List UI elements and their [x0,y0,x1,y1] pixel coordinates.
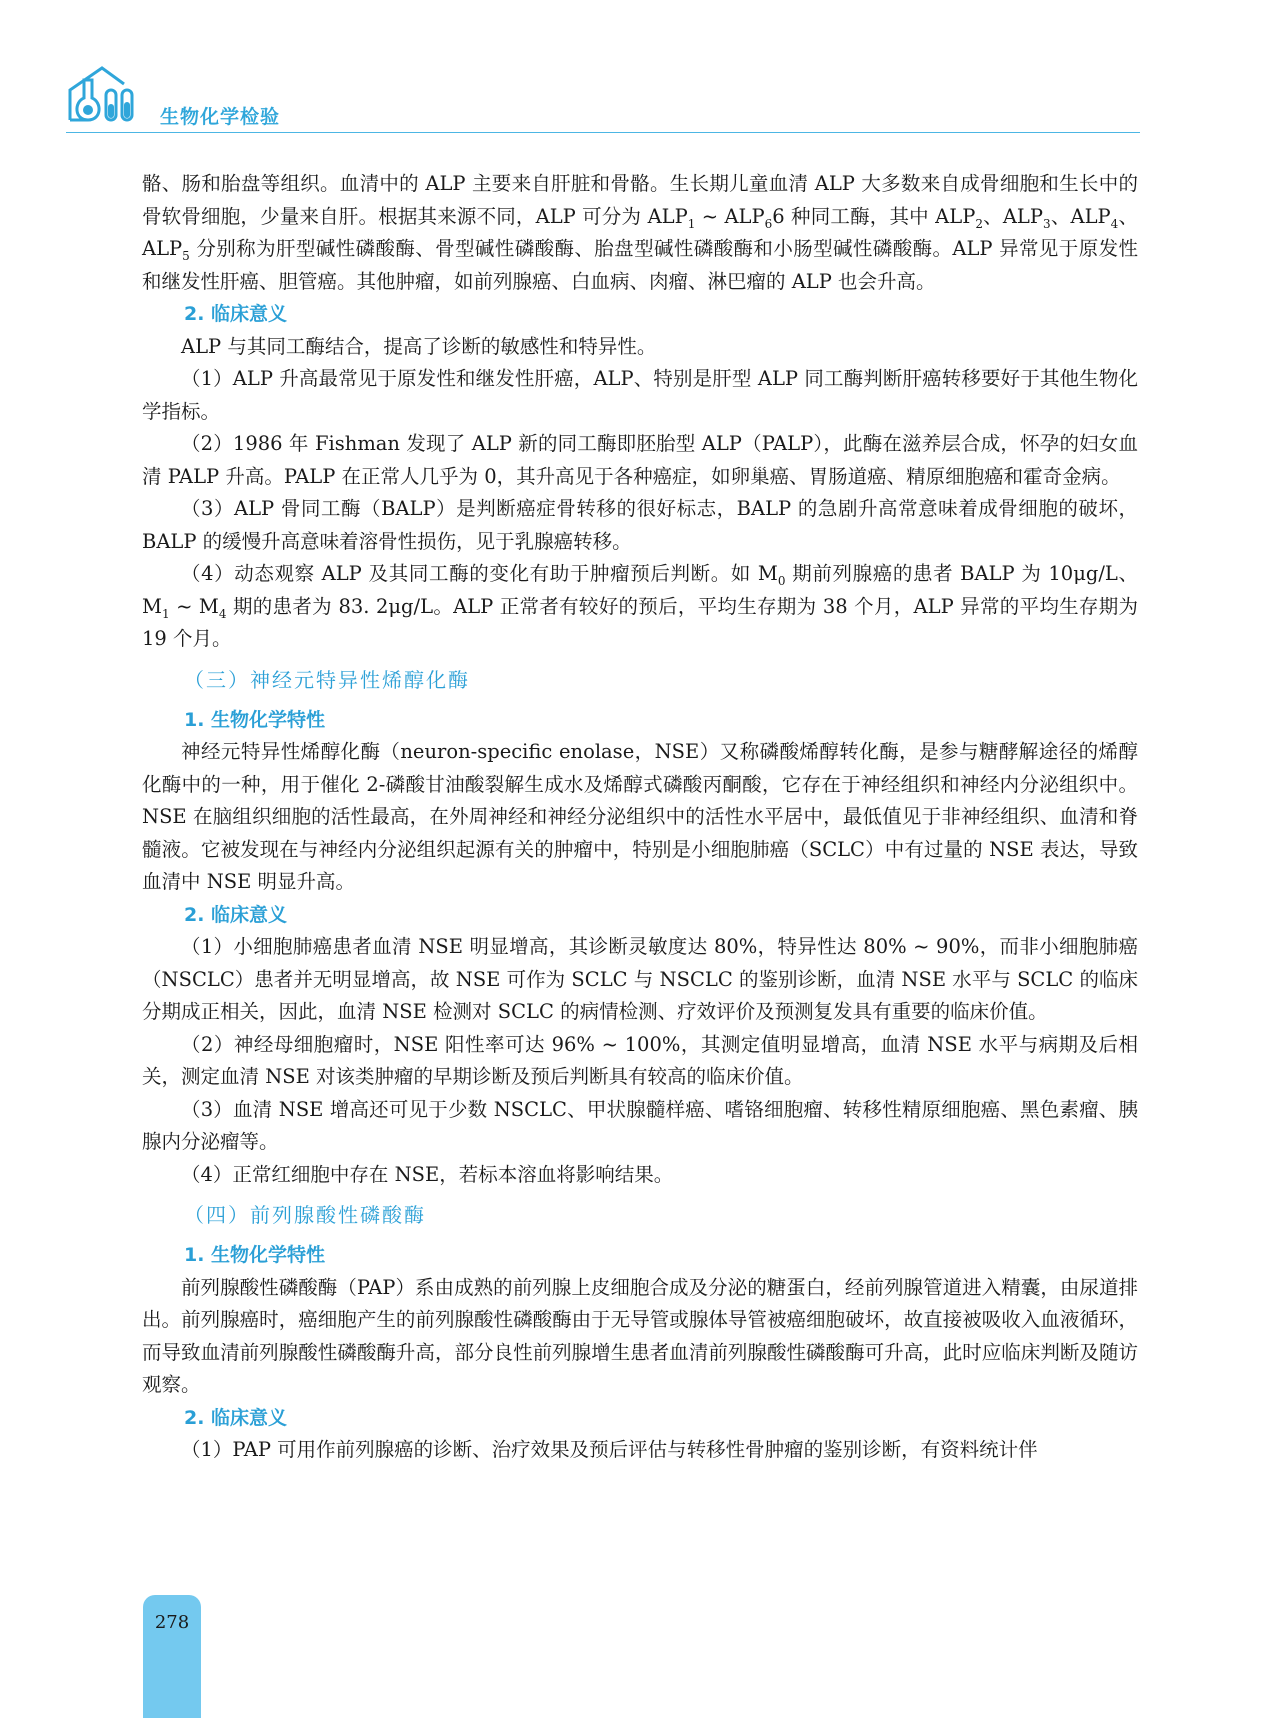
nse-clinical-item-4: （4）正常红细胞中存在 NSE，若标本溶血将影响结果。 [181,1162,674,1186]
lab-flask-test-tube-icon [68,62,158,132]
alp-clinical-item-2: （2）1986 年 Fishman 发现了 ALP 新的同工酶即胚胎型 ALP（PALP），此酶在滋养层合成，怀孕的妇女血清 PALP 升高。PALP 在正常人几乎为 0，其升高见于各种癌症，如卵巢癌、胃肠道癌、精原细胞癌和霍奇金病。 [142,432,1138,488]
nse-bio-heading: 1. 生物化学特性 [184,708,326,731]
nse-clinical-item-3: （3）血清 NSE 增高还可见于少数 NSCLC、甲状腺髓样癌、嗜铬细胞瘤、转移性精原细胞癌、黑色素瘤、胰腺内分泌瘤等。 [142,1097,1138,1153]
nse-bio-text: 神经元特异性烯醇化酶（neuron-specific enolase，NSE）又称磷酸烯醇转化酶，是参与糖酵解途径的烯醇化酶中的一种，用于催化 2-磷酸甘油酸裂解生成水及烯醇式磷酸丙酮酸，它存在于神经组织和神经内分泌组织中。NSE 在脑组织细胞的活性最高，在外周神经和神经分泌组织中的活性水平居中，最低值见于非神经组织、血清和脊髓液。它被发现在与神经内分泌组织起源有关的肿瘤中，特别是小细胞肺癌（SCLC）中有过量的 NSE 表达，导致血清中 NSE 明显升高。 [142,740,1138,893]
nse-clinical-item-1: （1）小细胞肺癌患者血清 NSE 明显增高，其诊断灵敏度达 80%，特异性达 80% ~ 90%，而非小细胞肺癌（NSCLC）患者并无明显增高，故 NSE 可作为 SCLC 与 NSCLC 的鉴别诊断，血清 NSE 水平与 SCLC 的临床分期成正相关，因此，血清 NSE 检测对 SCLC 的病情检测、疗效评价及预测复发具有重要的临床价值。 [142,935,1138,1023]
alp-clinical-intro: ALP 与其同工酶结合，提高了诊断的敏感性和特异性。 [181,334,657,358]
alp-clinical-item-4: （4）动态观察 ALP 及其同工酶的变化有助于肿瘤预后判断。如 $M_0$ 期前列腺癌的患者 BALP 为 10μg/L、$M_1$ ~ $M_4$ 期的患者为 83. 2μg/L。ALP 正常者有较好的预后，平均生存期为 38 个月，ALP 异常的平均生存期为 19 个月。 [142,562,1138,650]
nse-clinical-heading: 2. 临床意义 [184,903,288,926]
pap-section-heading: （四）前列腺酸性磷酸酶 [184,1203,426,1227]
book-title: 生物化学检验 [160,106,281,128]
nse-section-heading: （三）神经元特异性烯醇化酶 [184,667,470,692]
pap-bio-heading: 1. 生物化学特性 [184,1244,326,1266]
alp-clinical-heading: 2. 临床意义 [184,303,288,325]
pap-bio-text: 前列腺酸性磷酸酶（PAP）系由成熟的前列腺上皮细胞合成及分泌的糖蛋白，经前列腺管道进入精囊，由尿道排出。前列腺癌时，癌细胞产生的前列腺酸性磷酸酶由于无导管或腺体导管被癌细胞破坏，故直接被吸收入血液循环，而导致血清前列腺酸性磷酸酶升高，部分良性前列腺增生患者血清前列腺酸性磷酸酶可升高，此时应临床判断及随访观察。 [142,1275,1138,1396]
alp-source-paragraph: 骼、肠和胎盘等组织。血清中的 ALP 主要来自肝脏和骨骼。生长期儿童血清 ALP 大多数来自成骨细胞和生长中的骨软骨细胞，少量来自肝。根据其来源不同，ALP 可分为 $ALP_1$ ~ $ALP_66$ 种同工酶，其中 $ALP_2$、$ALP_3$、$ALP_4$、$ALP_5$ 分别称为肝型碱性磷酸酶、骨型碱性磷酸酶、胎盘型碱性磷酸酶和小肠型碱性磷酸酶。ALP 异常见于原发性和继发性肝癌、胆管癌。其他肿瘤，如前列腺癌、白血病、肉瘤、淋巴瘤的 ALP 也会升高。 [142,172,1138,293]
page-header [68,62,1140,134]
pap-clinical-item-1: （1）PAP 可用作前列腺癌的诊断、治疗效果及预后评估与转移性骨肿瘤的鉴别诊断，有资料统计伴 [181,1438,1038,1461]
header-divider [66,132,1140,133]
page-body [142,168,1138,1467]
nse-clinical-item-2: （2）神经母细胞瘤时，NSE 阳性率可达 96% ~ 100%，其测定值明显增高，血清 NSE 水平与病期及后相关，测定血清 NSE 对该类肿瘤的早期诊断及预后判断具有较高的临床价值。 [142,1032,1138,1088]
page-number: 278 [154,1612,190,1633]
pap-clinical-heading: 2. 临床意义 [184,1406,288,1429]
alp-clinical-item-1: （1）ALP 升高最常见于原发性和继发性肝癌，ALP、特别是肝型 ALP 同工酶判断肝癌转移要好于其他生物化学指标。 [142,367,1138,423]
alp-clinical-item-3: （3）ALP 骨同工酶（BALP）是判断癌症骨转移的很好标志，BALP 的急剧升高常意味着成骨细胞的破坏，BALP 的缓慢升高意味着溶骨性损伤，见于乳腺癌转移。 [142,497,1138,553]
